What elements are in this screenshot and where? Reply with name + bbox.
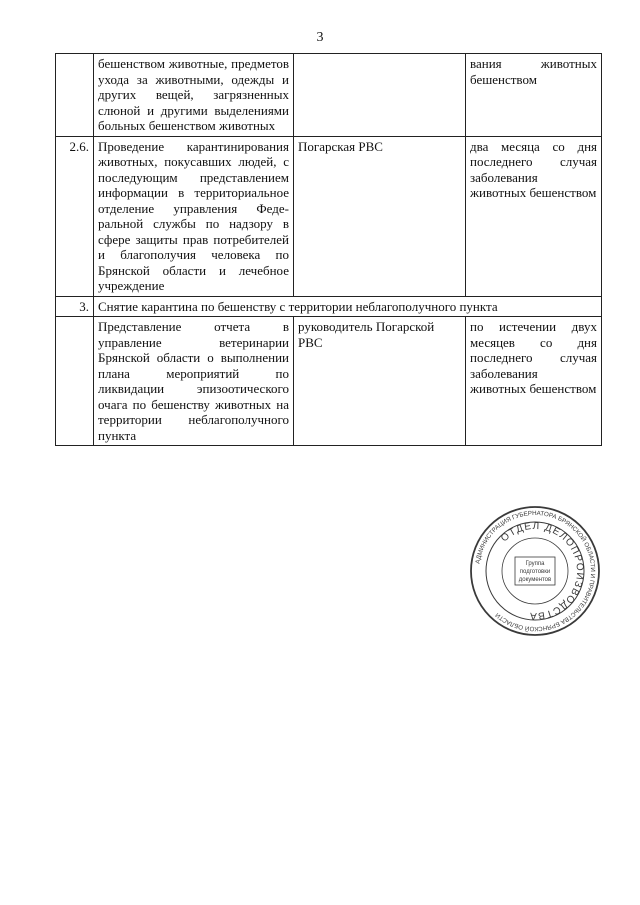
- stamp-box-line: подготовки: [519, 569, 551, 575]
- deadline-cell: по истечении двух месяцев со дня последнего случая заболевания животных бешенством: [466, 317, 602, 446]
- row-number: 2.6.: [56, 136, 94, 296]
- section-title: Снятие карантина по бешенству с территории неблагополучного пункта: [94, 296, 602, 317]
- section-row: [56, 296, 602, 317]
- responsible-cell: Погарская РВС: [294, 136, 466, 296]
- page-number: 3: [316, 30, 324, 45]
- responsible-cell: руководитель Погарской РВС: [294, 317, 466, 446]
- deadline-cell: два месяца со дня последнего случая заболевания животных бешенством: [466, 136, 602, 296]
- table-row: [56, 317, 602, 446]
- department-stamp-icon: [469, 505, 601, 637]
- stamp-box-line: документов: [518, 577, 552, 583]
- table-row: [56, 54, 602, 137]
- stamp-box-line: Группа: [525, 561, 545, 567]
- stamp-department-text: ОТДЕЛ ДЕЛОПРОИЗВОДСТВА: [499, 520, 586, 622]
- action-cell: бешенством животные, предметов ухода за животными, одежды и других вещей, загрязненных слюной и другими выделениями больных бешенством животных: [94, 54, 294, 137]
- stamp-outer-text: АДМИНИСТРАЦИЯ ГУБЕРНАТОРА БРЯНСКОЙ ОБЛАСТИ И ПРАВИТЕЛЬСТВА БРЯНСКОЙ ОБЛАСТИ: [474, 509, 597, 633]
- table-row: [56, 136, 602, 296]
- row-number: [56, 54, 94, 137]
- action-cell: Проведение карантинирования животных, покусавших людей, с последующим представлением информации в территориальное отделение управления Федеральной службы по надзору в сфере защиты прав потребителей и благополучия человека по Брянской области и лечебное учреждение: [94, 136, 294, 296]
- responsible-cell: [294, 54, 466, 137]
- measures-table: [55, 53, 602, 446]
- row-number: [56, 317, 94, 446]
- section-number: 3.: [56, 296, 94, 317]
- deadline-cell: вания животных бешенством: [466, 54, 602, 137]
- action-cell: Представление отчета в управление ветеринарии Брянской области о выполнении плана мероприятий по ликвидации эпизоотического очага по бешенству животных на территории неблагополучного пункта: [94, 317, 294, 446]
